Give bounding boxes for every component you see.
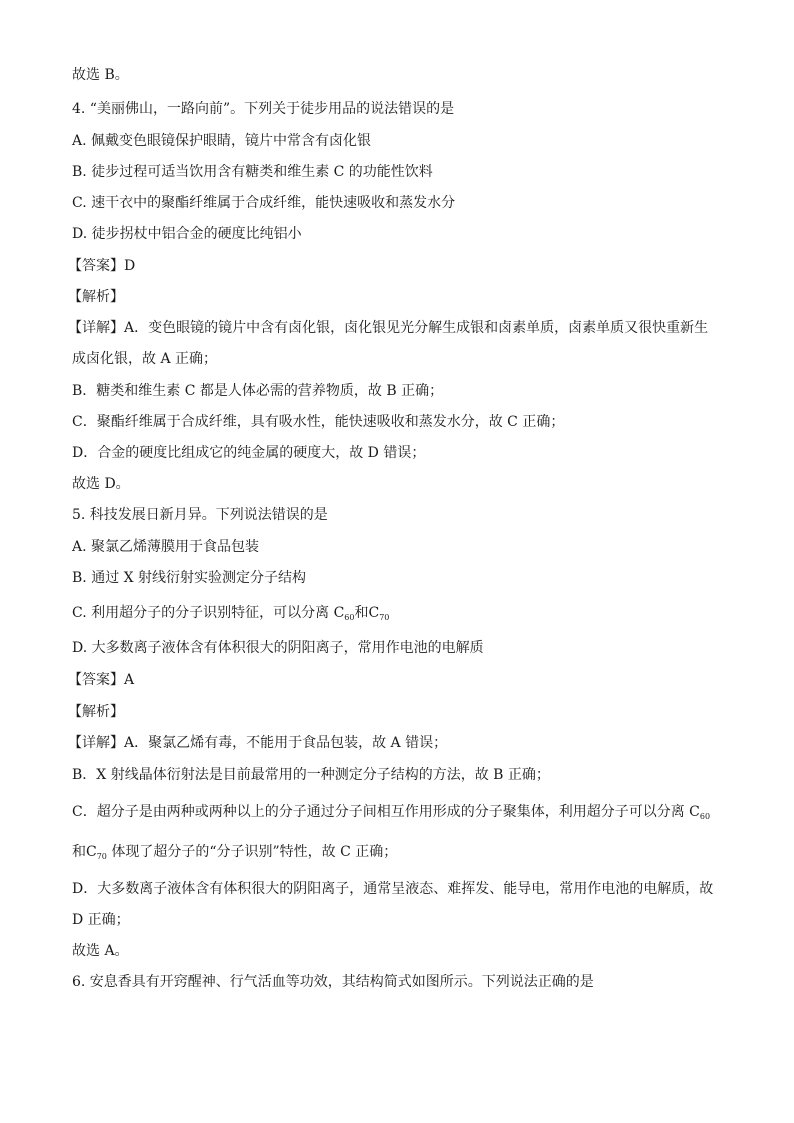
q4-analysis-label: 【解析】 <box>68 289 124 305</box>
c60-formula <box>334 605 355 621</box>
c70-subscript: 70 <box>96 852 107 861</box>
c60-subscript: 60 <box>344 613 355 622</box>
c70-formula <box>368 605 389 621</box>
q5-detail-c-line-2 <box>72 843 397 861</box>
c70-subscript: 70 <box>379 613 390 622</box>
q5-answer: 【答案】A <box>68 672 135 688</box>
q3-conclusion: 故选 B。 <box>72 67 129 83</box>
q4-answer: 【答案】D <box>68 258 136 274</box>
q4-option-b: B. 徒步过程可适当饮用含有糖类和维生素 C 的功能性饮料 <box>72 164 433 180</box>
q5-detail-a: 【详解】A．聚氯乙烯有毒，不能用于食品包装，故 A 错误； <box>68 735 448 751</box>
carbon-symbol: C <box>333 605 345 621</box>
q5-analysis-label: 【解析】 <box>68 704 124 720</box>
q5-detail-d-line-1: D．大多数离子液体含有体积很大的阴阳离子，通常呈液态、难挥发、能导电，常用作电池的电解质，故 <box>72 881 714 897</box>
q4-detail-line-3: B．糖类和维生素 C 都是人体必需的营养物质，故 B 正确； <box>72 383 444 399</box>
q4-detail-line-2: 成卤化银，故 A 正确； <box>72 351 218 367</box>
c60-formula <box>689 804 710 820</box>
q5-option-b: B. 通过 X 射线衍射实验测定分子结构 <box>72 570 307 586</box>
carbon-symbol: C <box>368 605 380 621</box>
q5-conclusion: 故选 A。 <box>72 943 129 959</box>
q5-option-c-text: C. 利用超分子的分子识别特征，可以分离 <box>72 605 334 621</box>
q5-detail-c-text: C．超分子是由两种或两种以上的分子通过分子间相互作用形成的分子聚集体，利用超分子可以分离 <box>72 804 690 820</box>
q4-stem: 4. “美丽佛山，一路向前”。下列关于徒步用品的说法错误的是 <box>72 101 455 117</box>
q4-conclusion: 故选 D。 <box>72 476 130 492</box>
q4-detail-line-5: D．合金的硬度比组成它的纯金属的硬度大，故 D 错误； <box>72 445 426 461</box>
q4-detail-line-1: 【详解】A．变色眼镜的镜片中含有卤化银，卤化银见光分解生成银和卤素单质，卤素单质又很快重新生 <box>68 320 709 336</box>
and-joiner: 和 <box>354 605 369 621</box>
q4-detail-line-4: C．聚酯纤维属于合成纤维，具有吸水性，能快速吸收和蒸发水分，故 C 正确； <box>72 414 565 430</box>
q5-option-d: D. 大多数离子液体含有体积很大的阴阳离子，常用作电池的电解质 <box>72 640 484 656</box>
q5-detail-c-line-1 <box>72 803 710 821</box>
carbon-symbol: C <box>689 804 700 820</box>
q5-stem: 5. 科技发展日新月异。下列说法错误的是 <box>72 507 328 523</box>
q4-option-c: C. 速干衣中的聚酯纤维属于合成纤维，能快速吸收和蒸发水分 <box>72 195 456 211</box>
q4-option-d: D. 徒步拐杖中铝合金的硬度比纯铝小 <box>72 226 302 242</box>
q4-option-a: A. 佩戴变色眼镜保护眼睛，镜片中常含有卤化银 <box>72 133 372 149</box>
q5-option-a: A. 聚氯乙烯薄膜用于食品包装 <box>72 539 260 555</box>
q5-detail-c2-text: 体现了超分子的“分子识别”特性，故 C 正确； <box>106 844 398 860</box>
q5-detail-b: B．X 射线晶体衍射法是目前最常用的一种测定分子结构的方法，故 B 正确； <box>72 767 550 783</box>
q5-option-c <box>72 604 389 622</box>
carbon-symbol: C <box>86 844 97 860</box>
q6-stem: 6. 安息香具有开窍醒神、行气活血等功效，其结构简式如图所示。下列说法正确的是 <box>72 974 594 990</box>
c70-formula <box>86 844 107 860</box>
and-joiner: 和 <box>72 844 86 860</box>
c60-subscript: 60 <box>699 812 711 821</box>
q5-detail-d-line-2: D 正确； <box>72 912 130 928</box>
